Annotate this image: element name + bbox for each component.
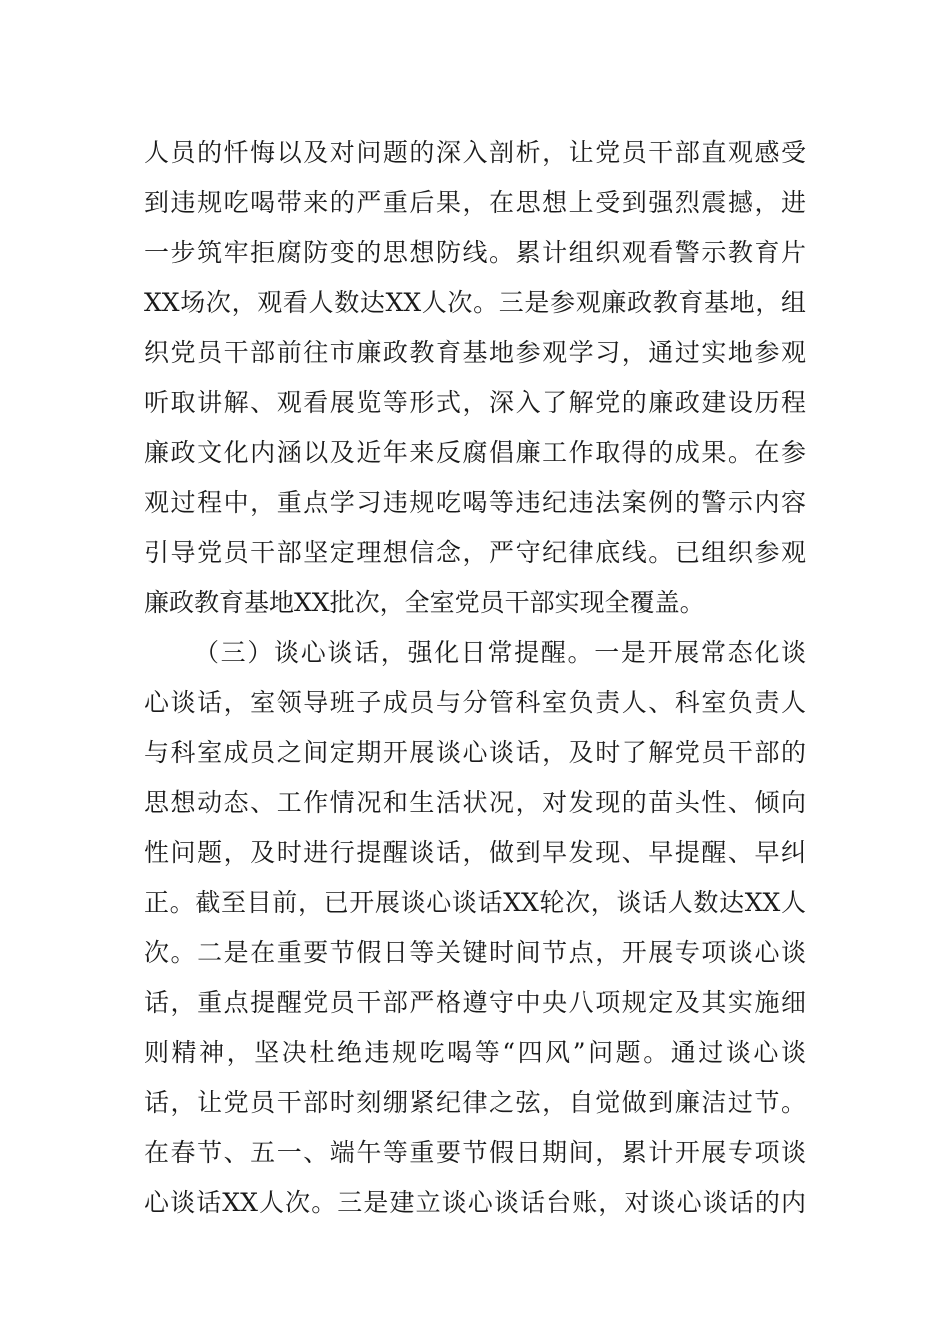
- text-line: 话，重点提醒党员干部严格遵守中央八项规定及其实施细: [144, 988, 806, 1017]
- text-line: 正。截至目前，已开展谈心谈话XX轮次，谈话人数达XX人: [144, 888, 806, 917]
- text-line: 在春节、五一、端午等重要节假日期间，累计开展专项谈: [144, 1138, 806, 1167]
- text-line: 听取讲解、观看展览等形式，深入了解党的廉政建设历程: [144, 388, 806, 417]
- text-line: 一步筑牢拒腐防变的思想防线。累计组织观看警示教育片: [144, 238, 806, 267]
- text-line: 性问题，及时进行提醒谈话，做到早发现、早提醒、早纠: [144, 838, 806, 867]
- text-line: 与科室成员之间定期开展谈心谈话，及时了解党员干部的: [144, 738, 806, 767]
- text-line: 引导党员干部坚定理想信念，严守纪律底线。已组织参观: [144, 538, 806, 567]
- text-line: 思想动态、工作情况和生活状况，对发现的苗头性、倾向: [144, 788, 806, 817]
- text-line: 心谈话，室领导班子成员与分管科室负责人、科室负责人: [144, 688, 806, 717]
- text-line: 到违规吃喝带来的严重后果，在思想上受到强烈震撼，进: [144, 188, 806, 217]
- text-line: 廉政文化内涵以及近年来反腐倡廉工作取得的成果。在参: [144, 438, 806, 467]
- text-line: 人员的忏悔以及对问题的深入剖析，让党员干部直观感受: [144, 138, 806, 167]
- text-line: 廉政教育基地XX批次，全室党员干部实现全覆盖。: [144, 588, 705, 617]
- text-line: 话，让党员干部时刻绷紧纪律之弦，自觉做到廉洁过节。: [144, 1088, 806, 1117]
- text-line: 织党员干部前往市廉政教育基地参观学习，通过实地参观: [144, 338, 806, 367]
- text-line: 心谈话XX人次。三是建立谈心谈话台账，对谈心谈话的内: [144, 1188, 806, 1217]
- section-heading-line: （三）谈心谈话，强化日常提醒。一是开展常态化谈: [194, 638, 806, 667]
- text-line: XX场次，观看人数达XX人次。三是参观廉政教育基地，组: [144, 288, 806, 317]
- text-line: 观过程中，重点学习违规吃喝等违纪违法案例的警示内容: [144, 488, 806, 517]
- text-line: 次。二是在重要节假日等关键时间节点，开展专项谈心谈: [144, 938, 806, 967]
- text-line: 则精神，坚决杜绝违规吃喝等“四风”问题。通过谈心谈: [144, 1038, 806, 1067]
